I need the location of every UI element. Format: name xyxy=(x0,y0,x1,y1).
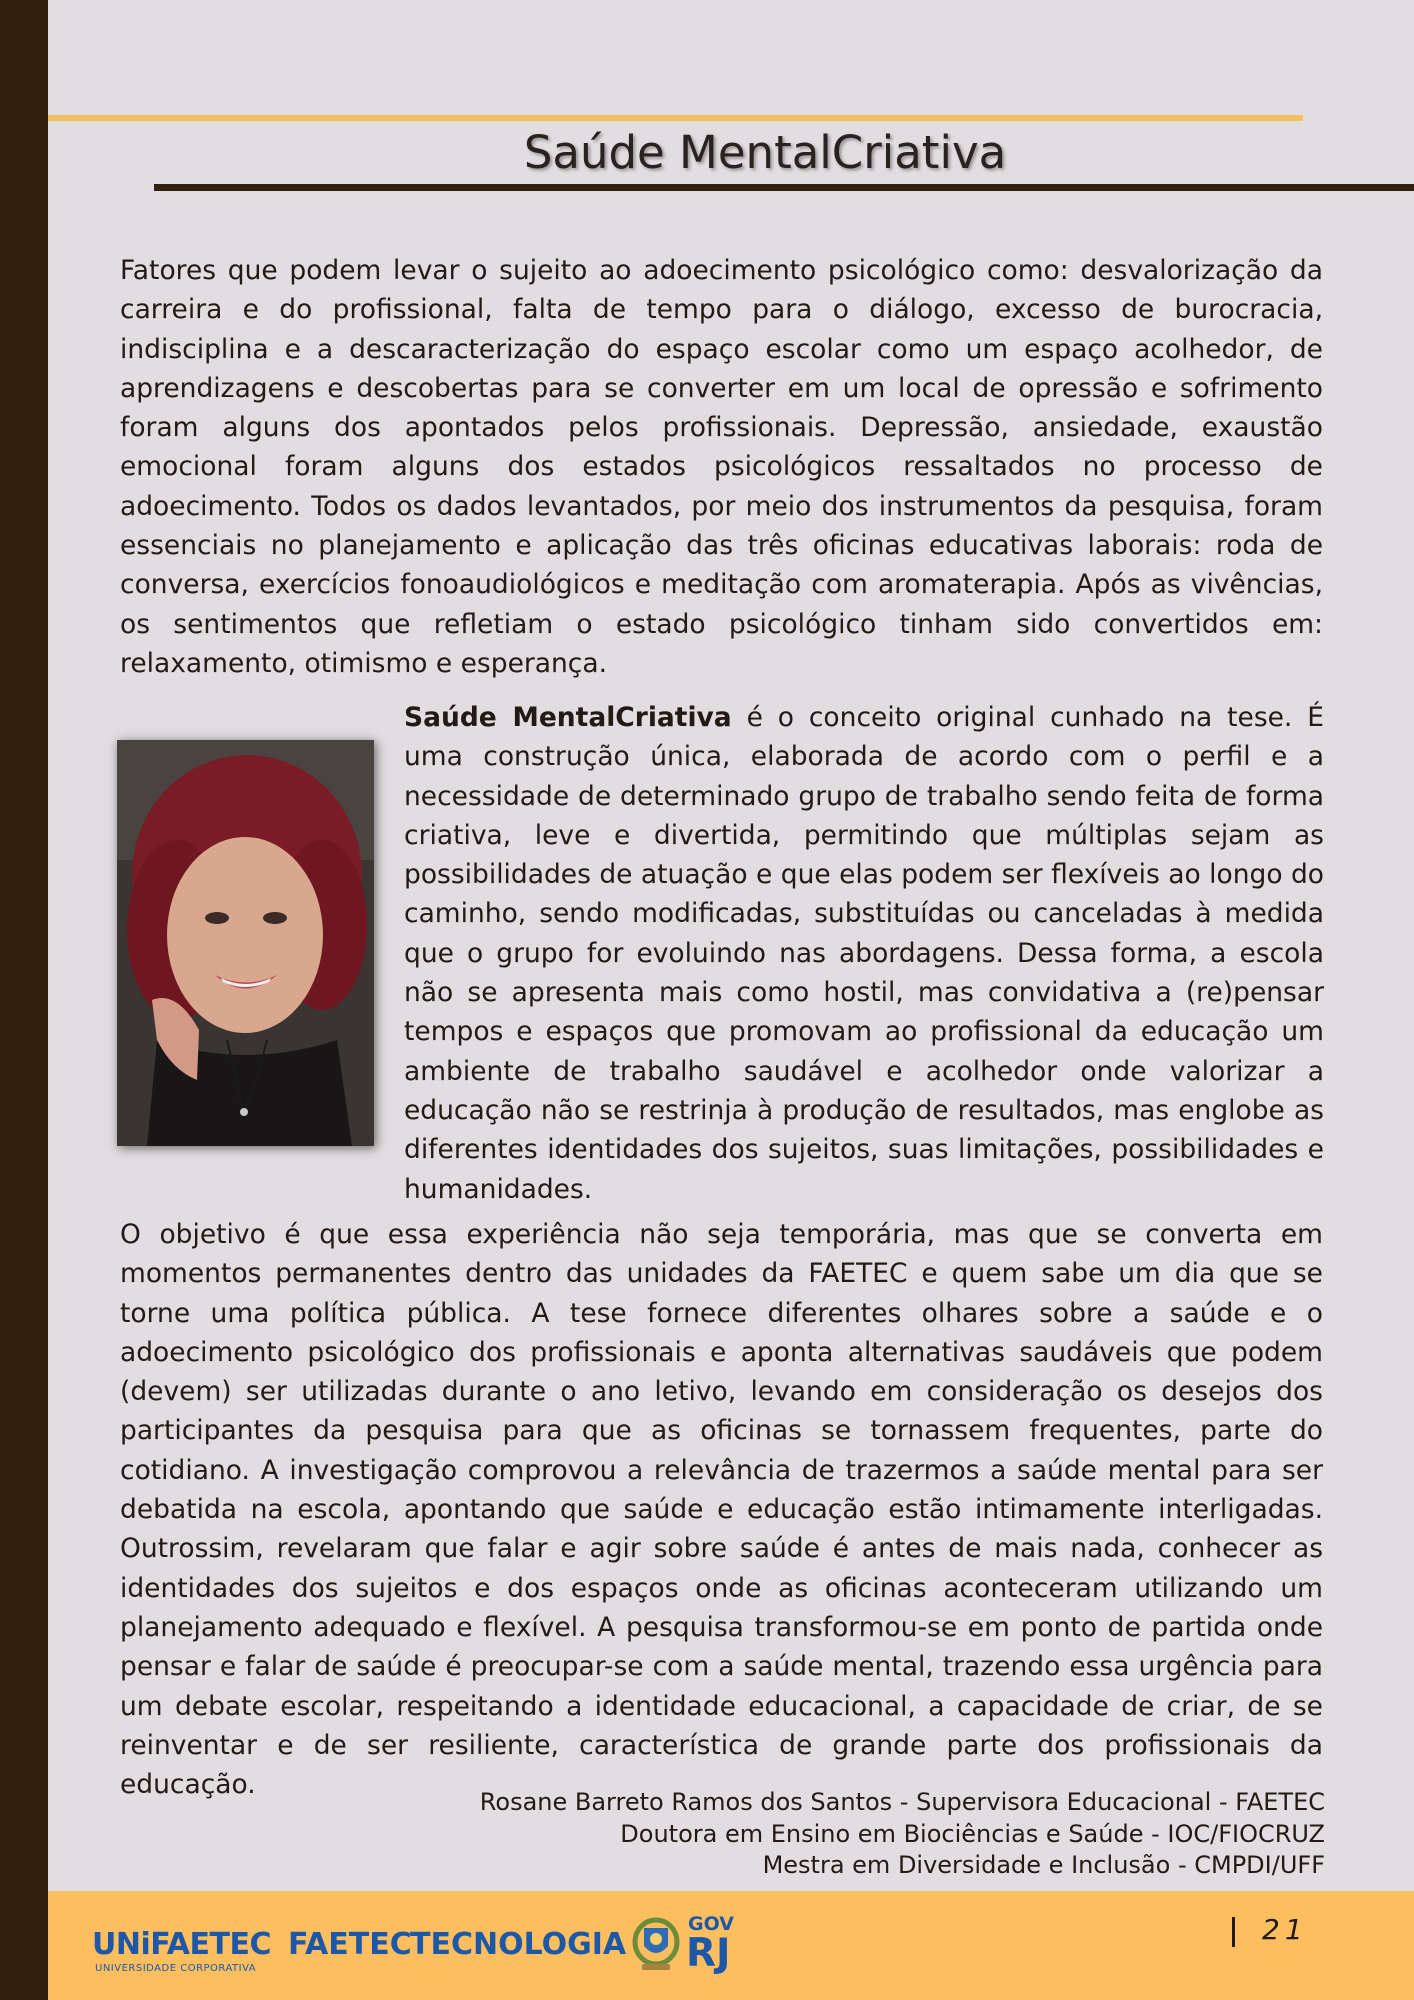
faetec-logo: FAETEC xyxy=(288,1927,412,1962)
unifaetec-logo: UNiFAETEC xyxy=(92,1927,271,1962)
signature-line-name: Rosane Barreto Ramos dos Santos - Supervisora Educacional - FAETEC xyxy=(479,1788,1325,1816)
signature-line-doctorate: Doutora em Ensino em Biociências e Saúde - IOC/FIOCRUZ xyxy=(620,1819,1325,1848)
coat-of-arms-icon xyxy=(632,1916,680,1978)
page-footer xyxy=(48,1891,1414,2000)
objective-paragraph: O objetivo é que essa experiência não seja temporária, mas que se converta em momentos permanentes dentro das unidades da FAETEC e quem sabe um dia que se torne uma política pública. A tese fornece diferentes olhares sobre a saúde e o adoecimento psicológico dos profissionais e aponta alternativas saudáveis que podem (devem) ser utilizadas durante o ano letivo, levando em consideração os desejos dos participantes da pesquisa para que as oficinas se tornassem frequentes, parte do cotidiano. A investigação comprovou a relevância de trazermos a saúde mental para ser debatida na escola, apontando que saúde e educação estão intimamente interligadas. Outrossim, revelaram que falar e agir sobre saúde é antes de mais nada, conhecer as identidades dos sujeitos e dos espaços onde as oficinas aconteceram utilizando um planejamento adequado e flexível. A pesquisa transformou-se em ponto de partida onde pensar e falar de saúde é preocupar-se com a saúde mental, trazendo essa urgência para um debate escolar, respeitando a identidade educacional, a capacidade de criar, de se reinventar e de ser resiliente, característica de grande parte dos profissionais da educação. xyxy=(120,1219,1323,1801)
rj-logo: RJ xyxy=(686,1931,731,1976)
top-accent-rule xyxy=(48,115,1303,121)
gov-logo: GOV xyxy=(688,1913,734,1935)
left-sidebar-bar xyxy=(0,0,48,2000)
intro-paragraph: Fatores que podem levar o sujeito ao adoecimento psicológico como: desvalorização da carreira e do profissional, falta de tempo para o diálogo, excesso de burocracia, indisciplina e a descaracterização do espaço escolar como um espaço acolhedor, de aprendizagens e descobertas para se converter em um local de opressão e sofrimento foram alguns dos apontados pelos profissionais. Depressão, ansiedade, exaustão emocional foram alguns dos estados psicológicos ressaltados no processo de adoecimento. Todos os dados levantados, por meio dos instrumentos da pesquisa, foram essenciais no planejamento e aplicação das três oficinas educativas laborais: roda de conversa, exercícios fonoaudiológicos e meditação com aromaterapia. Após as vivências, os sentimentos que refletiam o estado psicológico tinham sido convertidos em: relaxamento, otimismo e esperança. xyxy=(120,255,1323,679)
author-signature xyxy=(480,1787,1325,1882)
concept-paragraph xyxy=(404,698,1324,1209)
title-underline-rule xyxy=(154,184,1414,191)
concept-term: Saúde MentalCriativa xyxy=(404,702,732,733)
concept-text: é o conceito original cunhado na tese. É uma construção única, elaborada de acordo com o perfil e a necessidade de determinado grupo de trabalho sendo feita de forma criativa, leve e divertida, permitindo que múltiplas sejam as possibilidades de atuação e que elas podem ser flexíveis ao longo do caminho, sendo modificadas, substituídas ou canceladas à medida que o grupo for evoluindo nas abordagens. Dessa forma, a escola não se apresenta mais como hostil, mas convidativa a (re)pensar tempos e espaços que promovam ao profissional da educação um ambiente de trabalho saudável e acolhedor onde valorizar a educação não se restrinja à produção de resultados, mas englobe as diferentes identidades dos sujeitos, suas limitações, possibilidades e humanidades. xyxy=(404,702,1324,1205)
unifaetec-logo-subtitle: UNIVERSIDADE CORPORATIVA xyxy=(95,1963,257,1974)
tecnologia-logo: TECNOLOGIA xyxy=(410,1927,627,1962)
page-number: 21 xyxy=(1262,1913,1308,1946)
author-portrait-photo xyxy=(117,740,374,1146)
signature-line-masters: Mestra em Diversidade e Inclusão - CMPDI/UFF xyxy=(762,1851,1325,1879)
page-title: Saúde MentalCriativa xyxy=(523,126,1007,179)
page-number-separator xyxy=(1232,1917,1235,1947)
